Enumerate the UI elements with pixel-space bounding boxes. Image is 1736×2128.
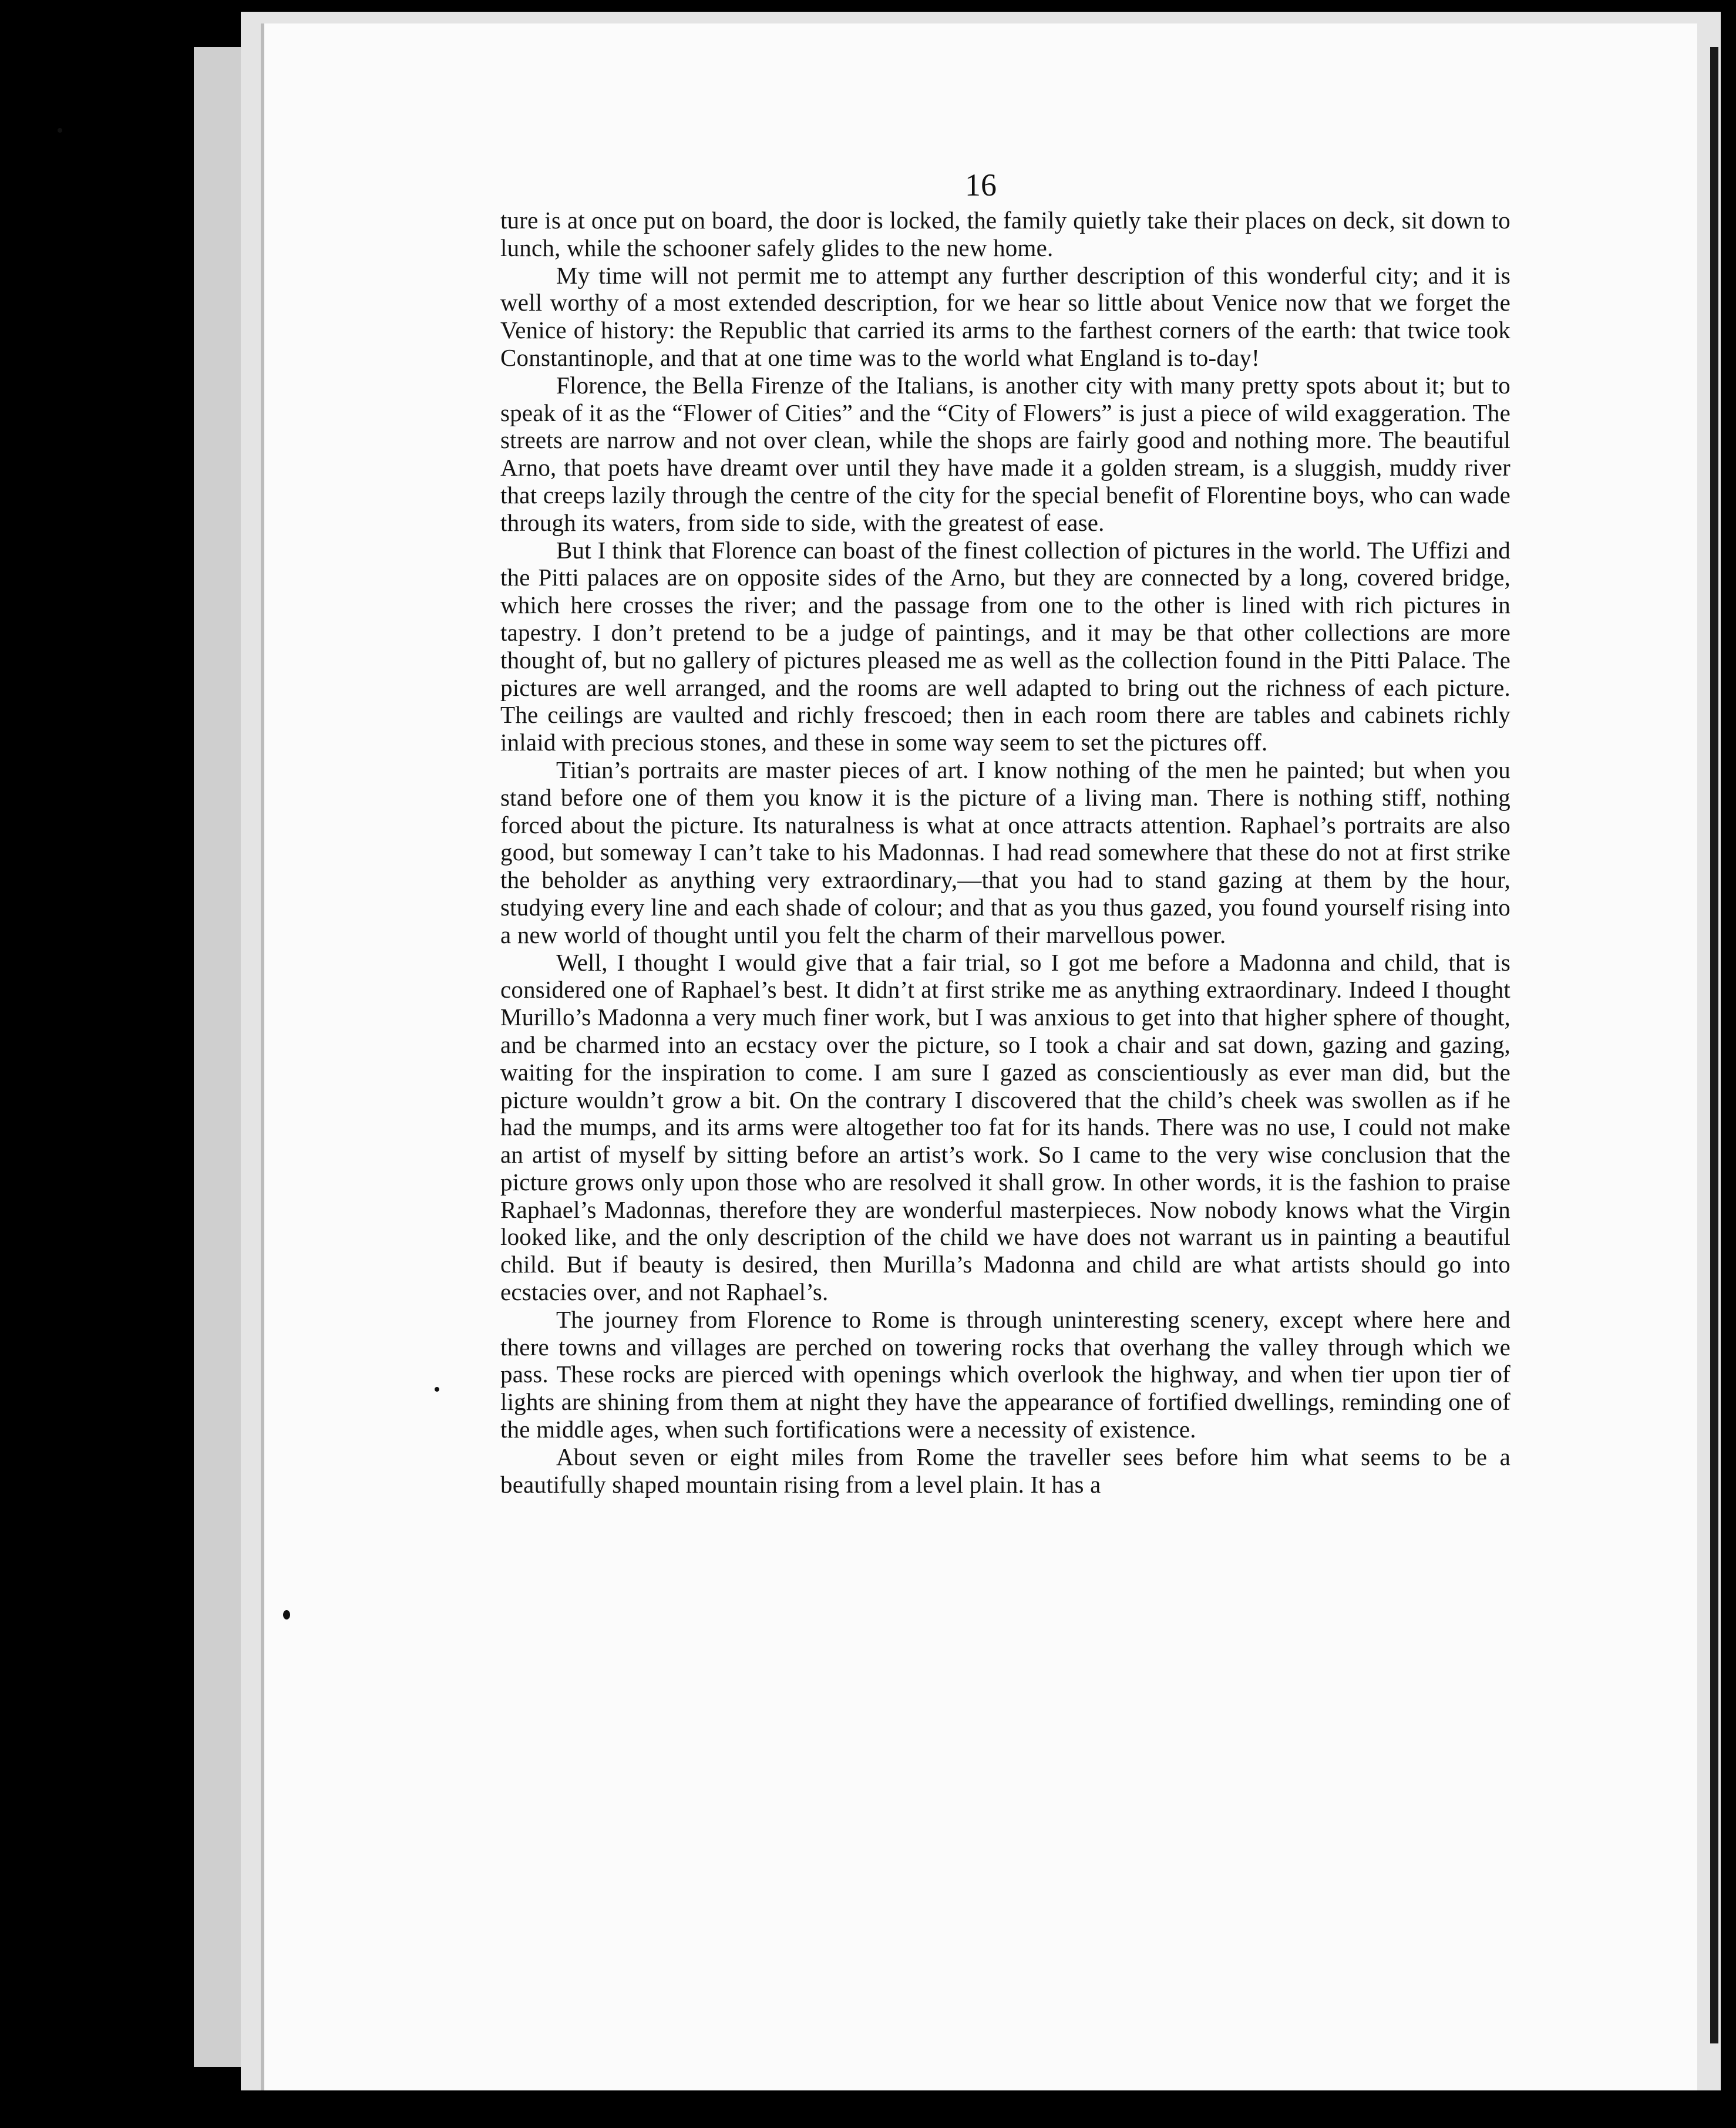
paragraph: Florence, the Bella Firenze of the Italians, is another city with many pretty spots about it; but to speak of it as the “Flower of Cities” and the “City of Flowers” is just a piece of wild exaggeration. The streets are narrow and not over clean, while the shops are fairly good and nothing more. The beautiful Arno, that poets have dreamt over until they have made it a golden stream, is a sluggish, muddy river that creeps lazily through the centre of the city for the special benefit of Florentine boys, who can wade through its waters, from side to side, with the greatest of ease. <box>500 371 1510 536</box>
scan-speck <box>58 128 62 133</box>
paragraph: About seven or eight miles from Rome the traveller sees before him what seems to be a beautifully shaped mountain rising from a level plain. It has a <box>500 1443 1510 1498</box>
paragraph: Well, I thought I would give that a fair trial, so I got me before a Madonna and child, that is considered one of Raphael’s best. It didn’t at first strike me as anything extraordinary. Indeed I thought Murillo’s Madonna a very much finer work, but I was anxious to get into that higher sphere of thought, and be charmed into an ecstacy over the picture, so I took a chair and sat down, gazing and gazing, waiting for the inspiration to come. I am sure I gazed as conscientiously as ever man did, but the picture wouldn’t grow a bit. On the contrary I discovered that the child’s cheek was swollen as if he had the mumps, and its arms were altogether too fat for its hands. There was no use, I could not make an artist of myself by sitting before an artist’s work. So I came to the very wise conclusion that the picture grows only upon those who are resolved it shall grow. In other words, it is the fashion to praise Raphael’s Madonnas, therefore they are wonderful masterpieces. Now nobody knows what the Virgin looked like, and the only description of the child we have does not warrant us in painting a beautiful child. But if beauty is desired, then Murilla’s Madonna and child are what artists should go into ecstacies over, and not Raphael’s. <box>500 948 1510 1306</box>
page-edge-shadow <box>1710 47 1718 2043</box>
body-text <box>500 207 1510 1498</box>
paragraph: Titian’s portraits are master pieces of art. I know nothing of the men he painted; but when you stand before one of them you know it is the picture of a living man. There is nothing stiff, nothing forced about the picture. Its naturalness is what at once attracts attention. Raphael’s portraits are also good, but someway I can’t take to his Madonnas. I had read somewhere that these do not at first strike the beholder as anything very extraordinary,—that you had to stand gazing at them by the hour, studying every line and each shade of colour; and that as you thus gazed, you found yourself rising into a new world of thought until you felt the charm of their marvellous power. <box>500 756 1510 948</box>
scan-speck <box>283 1610 290 1619</box>
paragraph: But I think that Florence can boast of the finest collection of pictures in the world. The Uffizi and the Pitti palaces are on opposite sides of the Arno, but they are connected by a long, covered bridge, which here crosses the river; and the passage from one to the other is lined with rich pictures in tapestry. I don’t pretend to be a judge of paintings, and it may be that other collections are more thought of, but no gallery of pictures pleased me as well as the collection found in the Pitti Palace. The pictures are well arranged, and the rooms are well adapted to bring out the richness of each picture. The ceilings are vaulted and richly frescoed; then in each room there are tables and cabinets richly inlaid with precious stones, and these in some way seem to set the pictures off. <box>500 536 1510 756</box>
page-number: 16 <box>965 167 997 203</box>
paragraph: ture is at once put on board, the door is locked, the family quietly take their places on deck, sit down to lunch, while the schooner safely glides to the new home. <box>500 207 1510 261</box>
paragraph: My time will not permit me to attempt any further description of this wonderful city; and it is well worthy of a most extended description, for we hear so little about Venice now that we forget the Venice of history: the Republic that carried its arms to the farthest corners of the earth: that twice took Constantinople, and that at one time was to the world what England is to-day! <box>500 261 1510 371</box>
paragraph: The journey from Florence to Rome is through uninteresting scenery, except where here and there towns and villages are perched on towering rocks that overhang the valley through which we pass. These rocks are pierced with openings which overlook the highway, and when tier upon tier of lights are shining from them at night they have the appearance of fortified dwellings, reminding one of the middle ages, when such fortifications were a necessity of existence. <box>500 1305 1510 1443</box>
scan-speck <box>435 1387 439 1392</box>
